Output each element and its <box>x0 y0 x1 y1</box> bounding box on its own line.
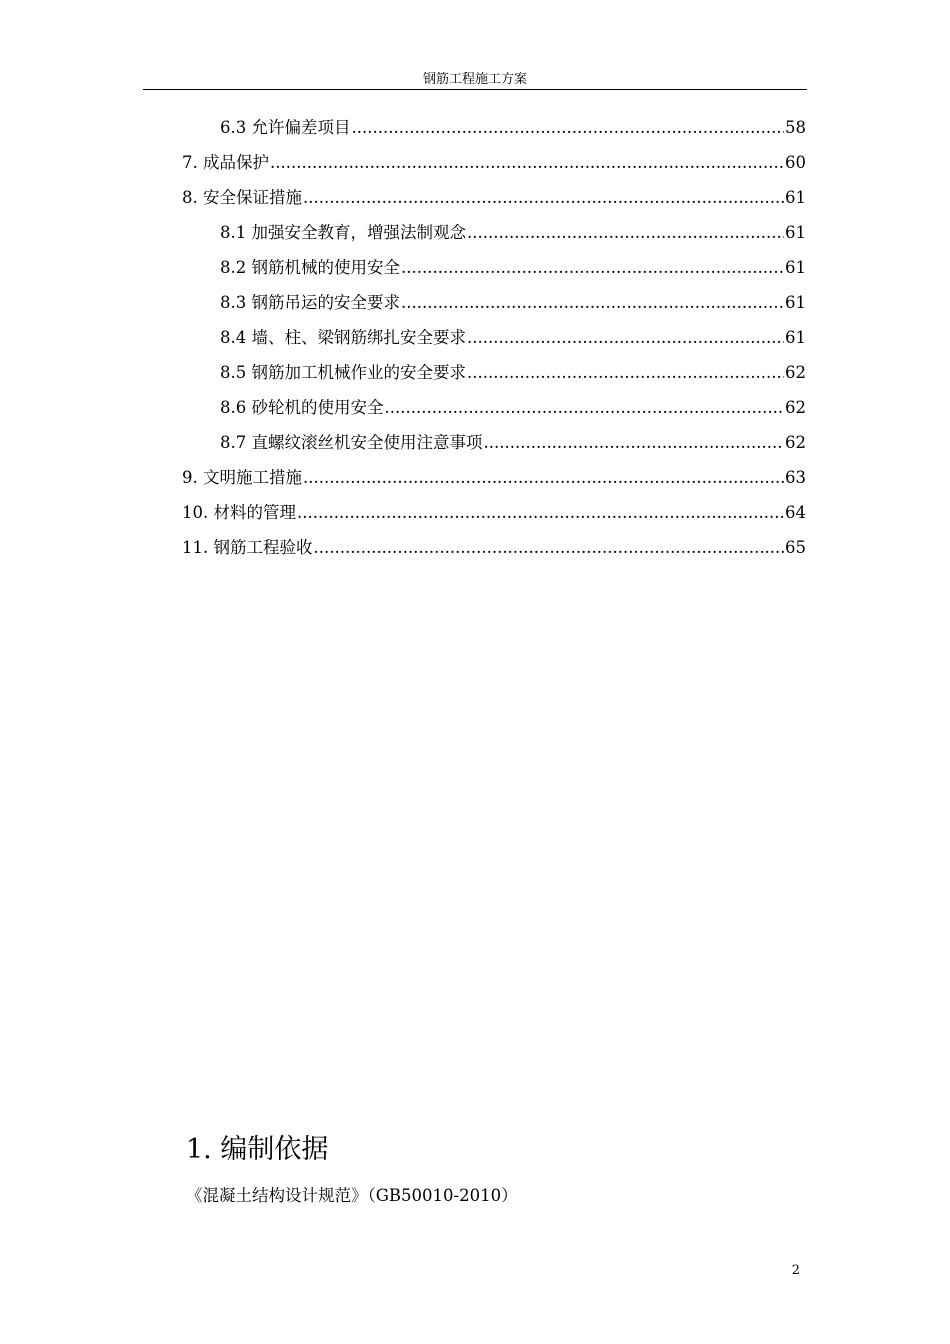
reference-standard: 《混凝土结构设计规范》（GB50010-2010） <box>186 1186 518 1205</box>
toc-entry-label: 11. 钢筋工程验收 <box>182 538 313 557</box>
toc-entry[interactable] <box>182 256 806 291</box>
toc-entry-page: 64 <box>785 503 806 522</box>
toc-entry[interactable] <box>182 116 806 151</box>
toc-entry-page: 62 <box>785 398 806 417</box>
toc-dot-leader <box>401 291 784 315</box>
toc-entry-page: 62 <box>785 363 806 382</box>
toc-entry-label: 8.1 加强安全教育，增强法制观念 <box>220 223 466 242</box>
toc-entry-page: 58 <box>785 118 806 137</box>
toc-entry-label: 8.4 墙、柱、梁钢筋绑扎安全要求 <box>220 328 466 347</box>
toc-dot-leader <box>484 431 785 455</box>
section-heading: 1. 编制依据 <box>186 1134 329 1165</box>
toc-dot-leader <box>314 536 785 560</box>
toc-entry-label: 6.3 允许偏差项目 <box>220 118 351 137</box>
toc-entry-page: 61 <box>785 223 806 242</box>
toc-dot-leader <box>467 361 784 385</box>
toc-entry[interactable] <box>182 466 806 501</box>
toc-entry-label: 7. 成品保护 <box>182 153 269 172</box>
toc-entry-page: 61 <box>785 328 806 347</box>
toc-entry[interactable] <box>182 291 806 326</box>
toc-dot-leader <box>467 326 784 350</box>
header-divider <box>143 89 807 90</box>
toc-dot-leader <box>352 116 785 140</box>
toc-entry-page: 63 <box>785 468 806 487</box>
toc-entry-label: 8.6 砂轮机的使用安全 <box>220 398 384 417</box>
page-number: 2 <box>791 1263 800 1278</box>
table-of-contents <box>182 116 806 571</box>
toc-entry[interactable] <box>182 326 806 361</box>
running-header-title: 钢筋工程施工方案 <box>422 72 527 87</box>
toc-entry-page: 61 <box>785 188 806 207</box>
toc-entry-page: 61 <box>785 293 806 312</box>
toc-entry-page: 65 <box>785 538 806 557</box>
toc-dot-leader <box>270 151 784 175</box>
toc-entry-label: 9. 文明施工措施 <box>182 468 302 487</box>
toc-entry[interactable] <box>182 396 806 431</box>
toc-entry[interactable] <box>182 501 806 536</box>
toc-dot-leader <box>303 466 784 490</box>
toc-entry[interactable] <box>182 186 806 221</box>
toc-dot-leader <box>467 221 784 245</box>
toc-entry-page: 60 <box>785 153 806 172</box>
toc-entry-page: 61 <box>785 258 806 277</box>
toc-entry[interactable] <box>182 536 806 571</box>
toc-entry-page: 62 <box>785 433 806 452</box>
toc-entry[interactable] <box>182 361 806 396</box>
toc-dot-leader <box>385 396 785 420</box>
toc-entry[interactable] <box>182 151 806 186</box>
toc-entry-label: 8.7 直螺纹滚丝机安全使用注意事项 <box>220 433 483 452</box>
toc-dot-leader <box>297 501 784 525</box>
toc-entry-label: 10. 材料的管理 <box>182 503 296 522</box>
toc-entry-label: 8. 安全保证措施 <box>182 188 302 207</box>
toc-entry[interactable] <box>182 431 806 466</box>
toc-entry[interactable] <box>182 221 806 256</box>
toc-dot-leader <box>401 256 784 280</box>
toc-entry-label: 8.5 钢筋加工机械作业的安全要求 <box>220 363 466 382</box>
toc-dot-leader <box>303 186 784 210</box>
toc-entry-label: 8.2 钢筋机械的使用安全 <box>220 258 400 277</box>
toc-entry-label: 8.3 钢筋吊运的安全要求 <box>220 293 400 312</box>
